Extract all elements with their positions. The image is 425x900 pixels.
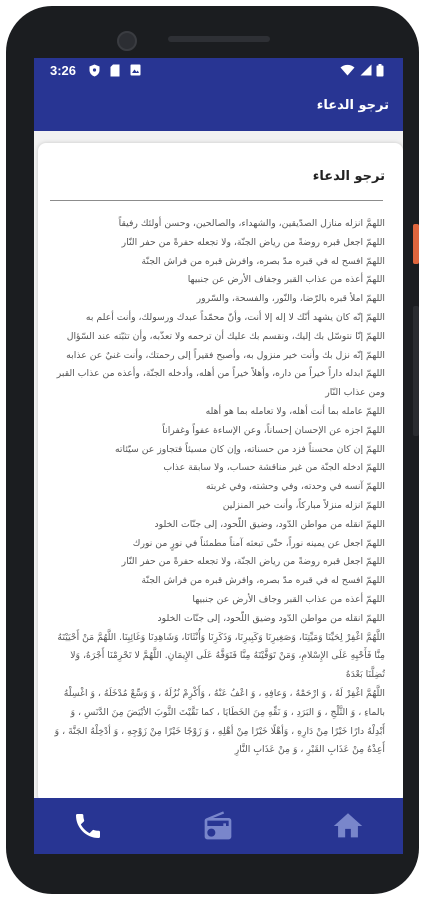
content-area[interactable]	[34, 131, 403, 798]
dua-card	[38, 143, 403, 803]
phone-icon[interactable]	[70, 808, 106, 844]
dua-line: اللهمّ اجعل عن يمينه نوراً، حتّى تبعثه آمناً مطمئناً في نورٍ من نورك	[132, 537, 385, 549]
image-icon	[130, 64, 141, 77]
status-time: 3:26	[50, 63, 77, 78]
dua-line: اللهمّ إنّه كان يشهد أنّك لا إله إلا أنت، وأنّ محمّداً عبدك ورسولك، وأنت أعلم به	[85, 311, 385, 323]
dua-line: اللهمّ اجعل قبره روضةً من رياض الجنّة، ولا تجعله حفرةً من حفر النّار	[121, 236, 385, 248]
dua-text	[54, 215, 385, 760]
dua-line: اللهمّ افسح له في قبره مدّ بصره، وافرش قبره من فراش الجنّة	[141, 255, 385, 267]
dua-line: اللهمّ إنّا نتوسّل بك إليك، ونقسم بك عليك أن ترحمه ولا تعذّبه، وأن تثبّته عند السّؤال	[66, 330, 385, 342]
front-camera	[117, 31, 137, 51]
earpiece-speaker	[168, 36, 270, 42]
dua-line: اللهمّ انزله منزلاً مباركاً، وأنت خير المنزلين	[222, 499, 385, 511]
home-icon[interactable]	[330, 808, 366, 844]
dua-line: اللهمّ املأ قبره بالرّضا، والنّور، والفسحة، والسّرور	[196, 293, 385, 305]
dua-line: اللهمّ أعذه من عذاب القبر وجاف الأرض عن جنبيها	[192, 593, 385, 605]
dua-line: اللهمّ إنّه نزل بك وأنت خير منزول به، وأصبح فقيراً إلى رحمتك، وأنت غنيٌ عن عذابه	[66, 349, 385, 361]
dua-line: اللهمّ انقله من مواطن الدّود، وضيق اللّحود، إلى جنّات الخلود	[154, 518, 385, 530]
dua-line: اللهمّ اجزه عن الإحسان إحساناً، وعن الإساءة عفواً وغفراناً	[162, 424, 385, 436]
radio-icon[interactable]	[200, 808, 236, 844]
dua-line: اللهمّ عامله بما أنت أهله، ولا تعامله بما هو أهله	[205, 405, 385, 417]
status-bar	[34, 58, 403, 84]
app-title: ترجو الدعاء	[316, 98, 389, 113]
dua-line: اللهمَّ انزله منازل الصدّيقين، والشهداء، والصالحين، وحسن أولئك رفيقاً	[118, 218, 385, 229]
dua-line: اللهمّ ابدله داراً خيراً من داره، وأهلاً خيراً من أهله، وأدخله الجنّة، وأعذه من عذاب القبر ومن عذاب النّار	[56, 368, 385, 399]
wifi-icon	[340, 64, 355, 77]
signal-icon	[359, 64, 372, 77]
screen	[34, 58, 403, 854]
volume-button	[413, 306, 419, 436]
dua-line: اللهمّ ادخله الجنّة من غير مناقشة حساب، ولا سابقة عذاب	[163, 462, 385, 474]
dua-line: اللهمّ انقله من مواطن الدّود وضيق اللّحود، إلى جنّات الخلود	[157, 612, 385, 624]
dua-line: اللهمّ افسح له في قبره مدّ بصره، وافرش قبره من فراش الجنّة	[141, 575, 385, 587]
shield-icon	[89, 64, 100, 77]
dua-line: اللهمّ أعذه من عذاب القبر وجفاف الأرض عن جنبيها	[187, 274, 385, 286]
app-bar	[34, 84, 403, 131]
card-title: ترجو الدعاء	[312, 169, 385, 184]
dua-line: اللَّهُمَّ اغْفِرْ لِحَيِّنَا وَمَيِّتِنَا، وَصَغِيرِنَا وَكَبِيرِنَا، وَذَكَرِنَا وَأُنْثَانَا، وَشَاهِدِنَا وَغَائِبِنَا. اللَّهُمَّ مَنْ أَحْيَيْتَهُ مِنَّا فَأَحْيِهِ عَلَى الإِسْلامِ، وَمَنْ تَوَفَّيْتَهُ مِنَّا فَتَوَفَّهُ عَلَى الإِيمَانِ. اللَّهُمَّ لا تَحْرِمْنَا أَجْرَهُ، وَلا تُضِلَّنَا بَعْدَهُ	[57, 631, 385, 681]
dua-line: اللهمّ آنسه في وحدته، وفي وحشته، وفي غربته	[205, 481, 385, 493]
dua-line: اللَّهُمَّ اغْفِرْ لَهُ ، وَ ارْحَمْهُ ، وَعافِهِ ، وَ اعْفُ عَنْهُ ، وَأَكْرِمْ نُزُلَهُ ، وَ وَسِّعْ مُدْخَلَهُ ، وَ اغْسِلْهُ بالماءِ ، وَ الثَّلْجِ ، وَ البَرَدِ ، وَ نَقِّهِ مِنَ الخَطَايَا ، كما نَقَّيْتَ الثَّوبَ الأبْيَضَ مِنَ الدَّنَسِ ، وَ أَبْدِلْهُ دارًا خَيْرًا مِنْ دَارِهِ ، وَأهْلًا خَيْرًا مِنْ أهْلِهِ ، وَ زَوْجًا خَيْرًا مِنْ زَوْجِهِ ، وَ أدْخِلْهُ الجَنَّةَ ، وَ أَعِذْهُ مِنْ عَذَابِ القَبْرِ ، وَ مِنْ عَذَابِ النَّارِ	[54, 687, 385, 756]
phone-frame	[6, 6, 419, 894]
dua-line: اللهمّ اجعل قبره روضةً من رياض الجنّة، ولا تجعله حفرةً من حفر النّار	[121, 556, 385, 568]
divider	[50, 200, 383, 201]
bottom-nav	[34, 798, 403, 854]
sd-card-icon	[110, 64, 121, 77]
dua-line: اللهمّ إن كان محسناً فزد من حسناته، وإن كان مسيئاً فتجاوز عن سيّئاته	[114, 443, 385, 455]
battery-icon	[376, 64, 384, 77]
power-button	[413, 224, 419, 264]
